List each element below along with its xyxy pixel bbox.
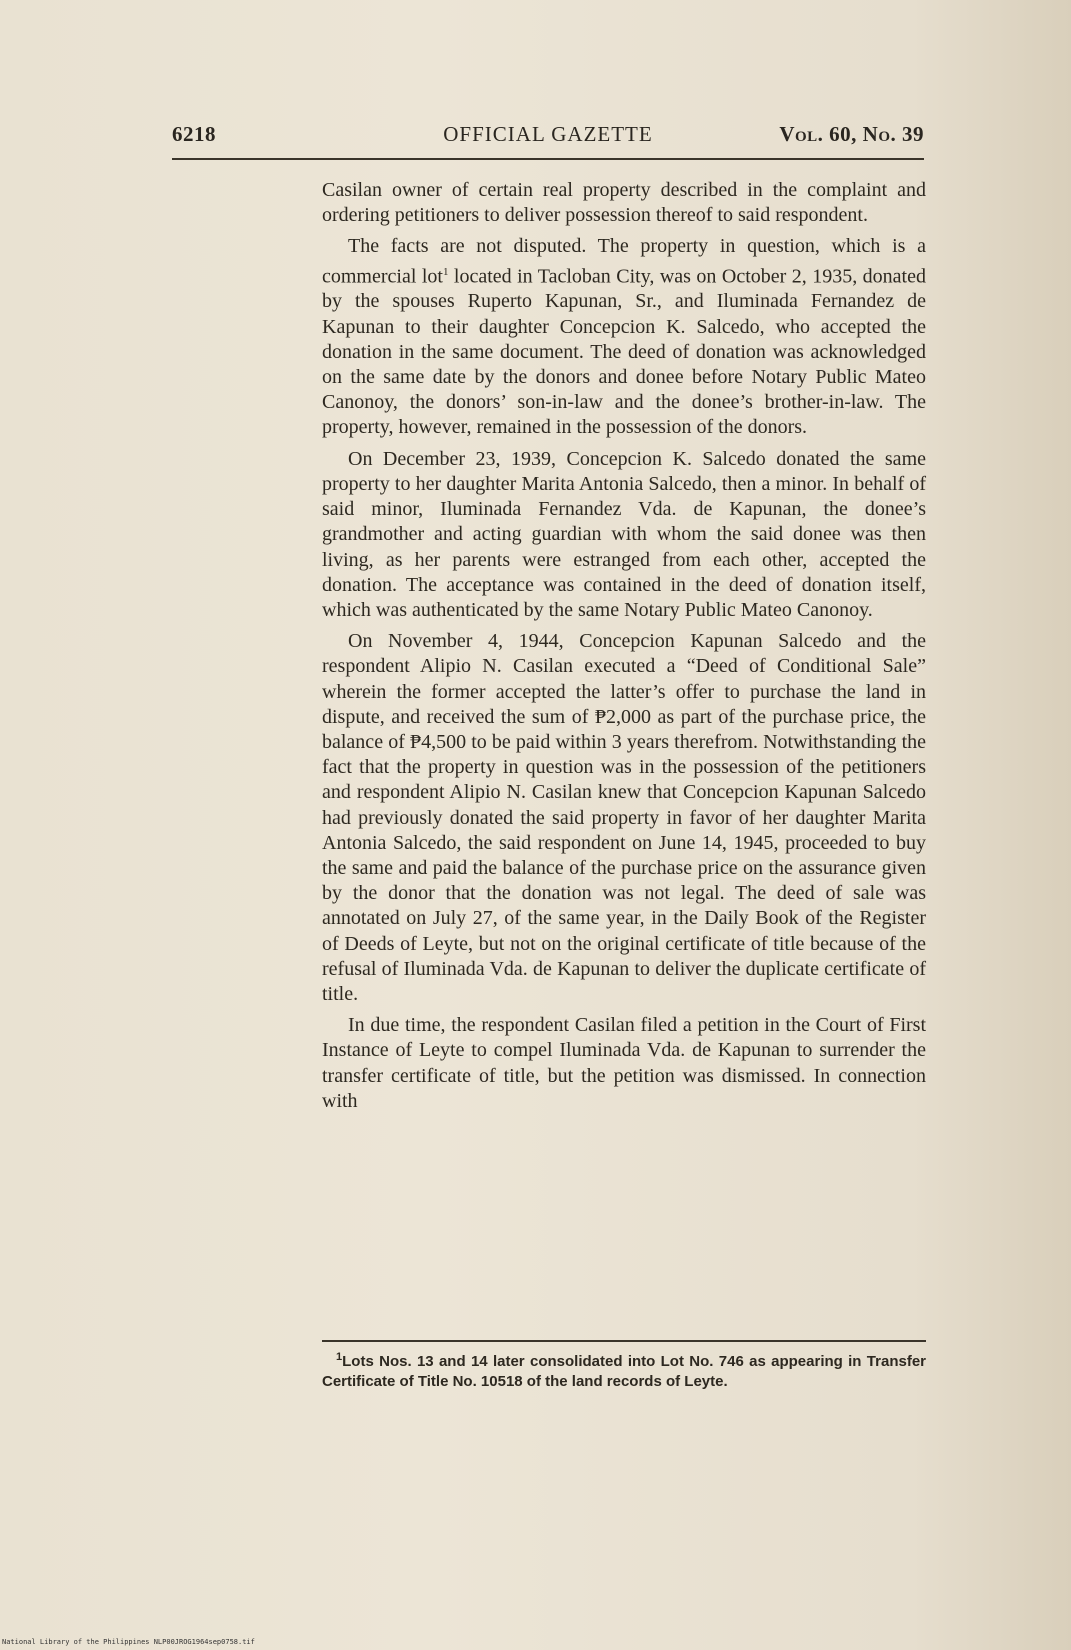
page-number: 6218: [172, 122, 216, 146]
facts-text-start: The facts are not disputed. The property in question, which is a commercial lot: [322, 235, 926, 288]
footnote-text: Lots Nos. 13 and 14 later consolidated into Lot No. 746 as appearing in Transfer Certificate of Title No. 10518 of the land records of Leyte.: [322, 1353, 926, 1390]
header-rule: [172, 158, 924, 160]
scan-credit: National Library of the Philippines NLP00JROG1964sep0758.tif: [2, 1638, 255, 1646]
paragraph-petition: In due time, the respondent Casilan filed a petition in the Court of First Instance of Leyte to compel Iluminada Vda. de Kapunan to surrender the transfer certificate of title, but the petition was dismissed. In connection with: [322, 1014, 926, 1112]
footnote-rule: [322, 1340, 926, 1342]
page-header: [172, 118, 924, 152]
paragraph-sale: On November 4, 1944, Concepcion Kapunan Salcedo and the respondent Alipio N. Casilan executed a “Deed of Conditional Sale” wherein the former accepted the latter’s offer to purchase the land in dispute, and received the sum of ₱2,000 as part of the purchase price, the balance of ₱4,500 to be paid within 3 years therefrom. Notwithstanding the fact that the property in question was in the possession of the petitioners and respondent Alipio N. Casilan knew that Concepcion Kapunan Salcedo had previously donated the said property in favor of her daughter Marita Antonia Salcedo, the said respondent on June 14, 1945, proceeded to buy the same and paid the balance of the purchase price on the assurance given by the donor that the donation was not legal. The deed of sale was annotated on July 27, of the same year, in the Daily Book of the Register of Deeds of Leyte, but not on the original certificate of title because of the refusal of Iluminada Vda. de Kapunan to deliver the duplicate certificate of title.: [322, 630, 926, 1005]
facts-text-end: located in Tacloban City, was on October 2, 1935, donated by the spouses Ruperto Kapunan, Sr., and Iluminada Fernandez de Kapunan to their daughter Concepcion K. Salcedo, who accepted the donation in the same document. The deed of donation was acknowledged on the same date by the donors and donee before Notary Public Mateo Canonoy, the donors’ son-in-law and the donee’s brother-in-law. The property, however, remained in the possession of the donors.: [322, 265, 926, 439]
paragraph-continued: Casilan owner of certain real property described in the complaint and ordering petitioners to deliver possession thereof to said respondent.: [322, 179, 926, 227]
body-text: [322, 178, 926, 1114]
footnote-marker: 1: [336, 1351, 343, 1363]
volume-issue: Vol. 60, No. 39: [779, 122, 924, 146]
publication-title: OFFICIAL GAZETTE: [443, 122, 653, 146]
footnote-ref: 1: [442, 265, 449, 278]
paragraph-donation: On December 23, 1939, Concepcion K. Salcedo donated the same property to her daughter Marita Antonia Salcedo, then a minor. In behalf of said minor, Iluminada Fernandez Vda. de Kapunan, the donee’s grandmother and acting guardian with whom the said donee was then living, as her parents were estranged from each other, accepted the donation. The acceptance was contained in the deed of donation itself, which was authenticated by the same Notary Public Mateo Canonoy.: [322, 447, 926, 621]
footnote: [322, 1347, 926, 1392]
paragraph-facts: [322, 234, 926, 440]
